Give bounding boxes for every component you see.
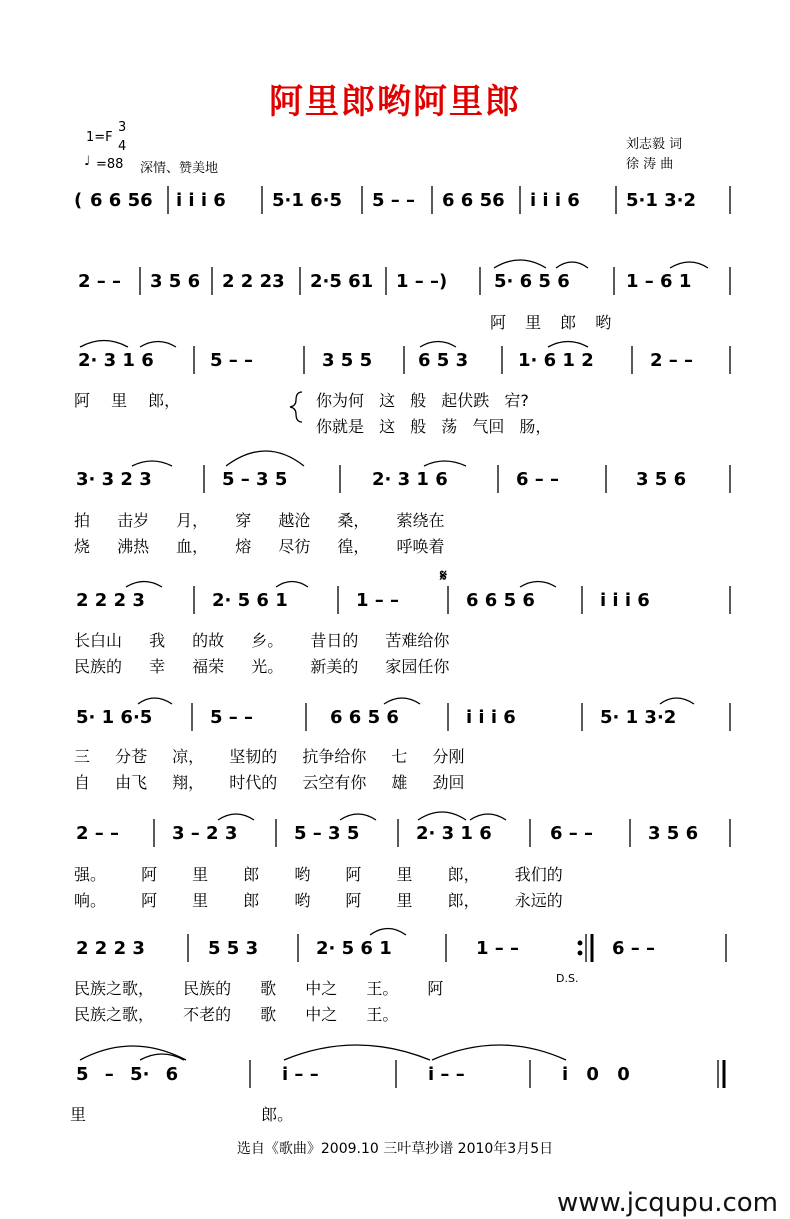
song-title: 阿里郎哟阿里郎: [269, 82, 521, 122]
bar-l2-1: 3 5 6: [150, 271, 201, 292]
bar-l3-4: 1· 6 1 2: [518, 350, 594, 371]
quarter-note-icon: ♩: [84, 154, 91, 169]
bar-l7-3: 2· 3 1 6: [416, 823, 492, 844]
bar-l6-1: 5 – –: [210, 707, 254, 728]
lyric-l7b: 响。 阿 里 郎 哟 阿 里 郎， 永远的: [74, 891, 563, 910]
lyric-l6a: 三 分苍 凉， 坚韧的 抗争给你 七 分刚: [74, 747, 465, 766]
lyric-l7a: 强。 阿 里 郎 哟 阿 里 郎， 我们的: [74, 865, 563, 884]
bar-l4-2: 2· 3 1 6: [372, 469, 448, 490]
bar-l1-5: 6 6 56: [442, 190, 505, 211]
bar-l6-4: 5· 1 3·2: [600, 707, 677, 728]
lyric-l3a: 阿 里 郎，: [74, 391, 181, 410]
bar-l3-1: 5 – –: [210, 350, 254, 371]
time-signature-top: 3: [118, 120, 127, 135]
lyric-l3b1: 你为何 这 般 起伏跌 宕?: [316, 391, 529, 410]
lyric-l8b: 民族之歌， 不老的 歌 中之 王。: [74, 1005, 399, 1024]
lyric-l2: 阿 里 郎 哟: [490, 313, 612, 332]
bar-l6-2: 6 6 5 6: [330, 707, 399, 728]
lyric-l4a: 拍 击岁 月， 穿 越沧 桑， 萦绕在: [74, 511, 445, 530]
segno-icon: 𝄋: [440, 566, 447, 585]
bar-l5-1: 2· 5 6 1: [212, 590, 288, 611]
bar-l8-0: 2 2 2 3: [76, 938, 145, 959]
bar-l1-3: 5·1 6·5: [272, 190, 343, 211]
bar-l1-7: 5·1 3·2: [626, 190, 697, 211]
bar-l5-0: 2 2 2 3: [76, 590, 145, 611]
bar-l5-4: i i i 6: [600, 590, 650, 611]
lyric-l9: 里 郎。: [70, 1105, 294, 1124]
bar-l7-0: 2 – –: [76, 823, 120, 844]
source-footer: 选自《歌曲》2009.10 三叶草抄谱 2010年3月5日: [236, 1141, 554, 1157]
bar-l3-0: 2· 3 1 6: [78, 350, 154, 371]
bar-l9-2: i – –: [428, 1064, 465, 1085]
bar-l2-6: 1 – 6 1: [626, 271, 692, 292]
bar-l9-1: i – –: [282, 1064, 319, 1085]
bar-l1-1: 6 6 56: [90, 190, 153, 211]
bar-l2-2: 2 2 23: [222, 271, 285, 292]
bar-l6-3: i i i 6: [466, 707, 516, 728]
bar-l7-2: 5 – 3 5: [294, 823, 360, 844]
bar-l1-0: (: [74, 190, 83, 211]
bar-l9-3: i 0 0: [562, 1064, 630, 1085]
tempo-mark: =88: [96, 157, 124, 172]
bar-l2-5: 5· 6 5 6: [494, 271, 570, 292]
lyric-l5a: 长白山 我 的故 乡。 昔日的 苦难给你: [74, 631, 450, 650]
bar-l1-2: i i i 6: [176, 190, 226, 211]
lyricist: 刘志毅 词: [626, 137, 683, 152]
lyric-l5b: 民族的 幸 福荣 光。 新美的 家园任你: [74, 657, 450, 676]
bar-l4-1: 5 – 3 5: [222, 469, 288, 490]
bar-l2-3: 2·5 61: [310, 271, 374, 292]
bar-l8-3: 1 – –: [476, 938, 520, 959]
bar-l7-4: 6 – –: [550, 823, 594, 844]
bar-l6-0: 5· 1 6·5: [76, 707, 153, 728]
bar-l2-0: 2 – –: [78, 271, 122, 292]
bar-l3-5: 2 – –: [650, 350, 694, 371]
bar-l3-3: 6 5 3: [418, 350, 469, 371]
lyric-l4b: 烧 沸热 血， 熔 尽彷 徨， 呼唤着: [74, 537, 445, 556]
ds-mark: D.S.: [556, 972, 579, 985]
bar-l1-6: i i i 6: [530, 190, 580, 211]
bar-l8-2: 2· 5 6 1: [316, 938, 392, 959]
bar-l5-2: 1 – –: [356, 590, 400, 611]
bar-l4-0: 3· 3 2 3: [76, 469, 152, 490]
bar-l2-4: 1 – –): [396, 271, 448, 292]
bar-l4-4: 3 5 6: [636, 469, 687, 490]
composer: 徐 涛 曲: [626, 157, 674, 172]
bar-l3-2: 3 5 5: [322, 350, 373, 371]
bar-l1-4: 5 – –: [372, 190, 416, 211]
bar-l7-5: 3 5 6: [648, 823, 699, 844]
bar-l8-4: 6 – –: [612, 938, 656, 959]
lyric-l8a: 民族之歌， 民族的 歌 中之 王。 阿: [74, 979, 444, 998]
lyric-l6b: 自 由飞 翔， 时代的 云空有你 雄 劲回: [74, 773, 465, 792]
key-signature: 1=F: [86, 130, 113, 145]
bar-l8-1: 5 5 3: [208, 938, 259, 959]
lyric-l3b2: 你就是 这 般 荡 气回 肠，: [316, 417, 552, 436]
bar-l7-1: 3 – 2 3: [172, 823, 238, 844]
expression-mark: 深情、赞美地: [140, 161, 219, 176]
bar-l4-3: 6 – –: [516, 469, 560, 490]
bar-l5-3: 6 6 5 6: [466, 590, 535, 611]
time-signature-bottom: 4: [118, 139, 127, 154]
bar-l9-0: 5 – 5· 6: [76, 1064, 179, 1085]
site-watermark: www.jcqupu.com: [557, 1188, 778, 1218]
